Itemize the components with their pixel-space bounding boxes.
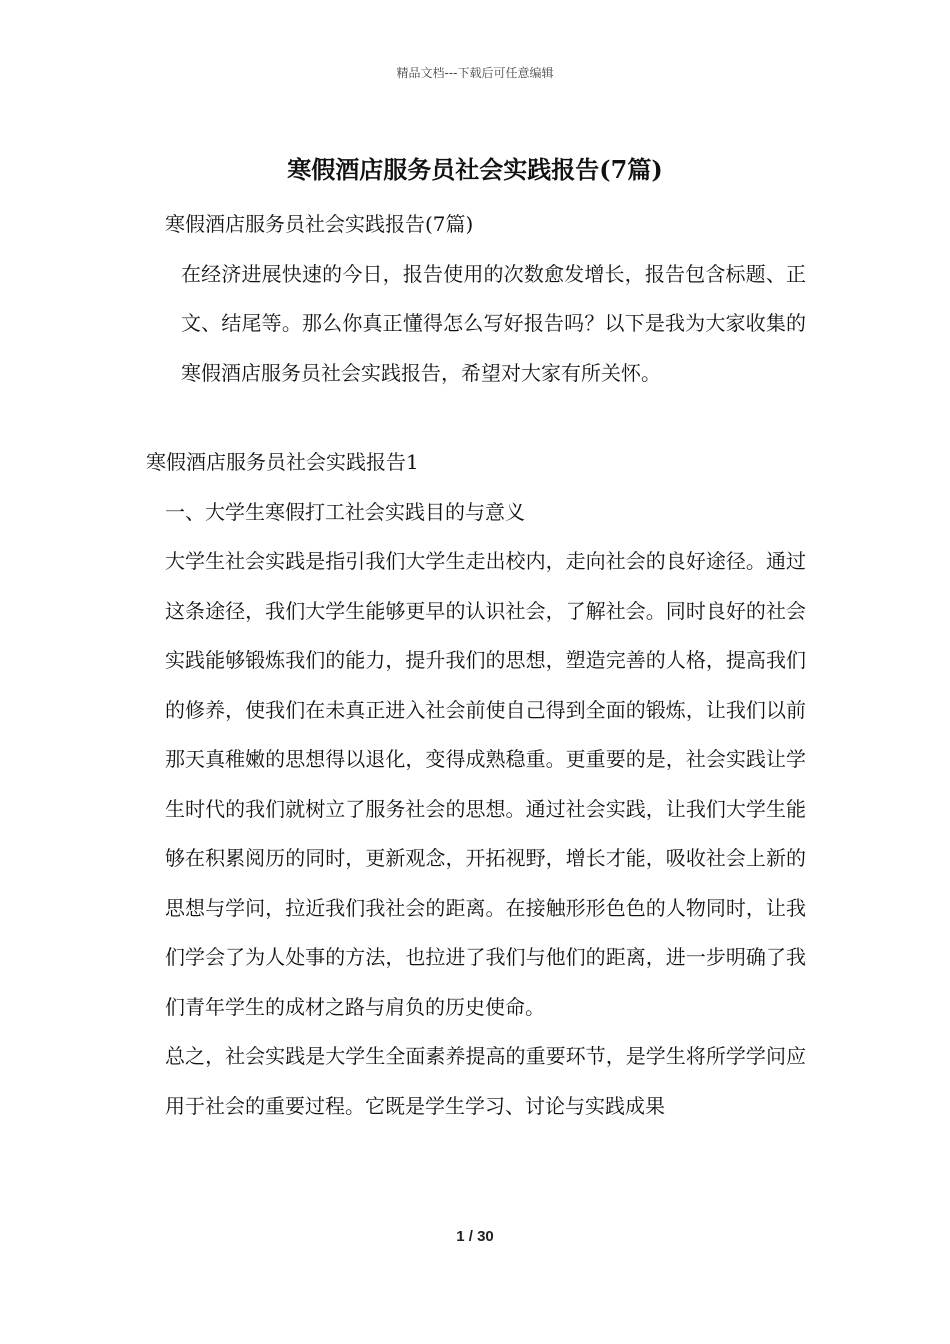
- page-current: 1: [456, 1228, 465, 1245]
- page-header: 精品文档---下载后可任意编辑: [396, 66, 554, 80]
- intro-paragraph: 在经济进展快速的今日，报告使用的次数愈发增长，报告包含标题、正文、结尾等。那么你真正懂得怎么写好报告吗？以下是我为大家收集的寒假酒店服务员社会实践报告，希望对大家有所关怀。: [181, 261, 806, 385]
- section-title: 寒假酒店服务员社会实践报告1: [146, 450, 419, 474]
- document-title: 寒假酒店服务员社会实践报告(7篇): [287, 155, 663, 184]
- body-paragraph-2: 总之，社会实践是大学生全面素养提高的重要环节，是学生将所学学问应用于社会的重要过程。它既是学生学习、讨论与实践成果: [165, 1044, 806, 1118]
- spacer: [146, 398, 806, 438]
- document-body: [146, 200, 806, 1131]
- subtitle: 寒假酒店服务员社会实践报告(7篇): [165, 212, 474, 236]
- page-number: [0, 1228, 950, 1245]
- body-paragraph-1: 大学生社会实践是指引我们大学生走出校内，走向社会的良好途径。通过这条途径，我们大学生能够更早的认识社会，了解社会。同时良好的社会实践能够锻炼我们的能力，提升我们的思想，塑造完善的人格，提高我们的修养，使我们在未真正进入社会前使自己得到全面的锻炼，让我们以前那天真稚嫩的思想得以退化，变得成熟稳重。更重要的是，社会实践让学生时代的我们就树立了服务社会的思想。通过社会实践，让我们大学生能够在积累阅历的同时，更新观念，开拓视野，增长才能，吸收社会上新的思想与学问，拉近我们我社会的距离。在接触形形色色的人物同时，让我们学会了为人处事的方法，也拉进了我们与他们的距离，进一步明确了我们青年学生的成材之路与肩负的历史使命。: [165, 549, 806, 1019]
- section-heading: 一、大学生寒假打工社会实践目的与意义: [165, 499, 525, 524]
- page-total: 30: [477, 1228, 494, 1245]
- page-separator: /: [464, 1228, 478, 1245]
